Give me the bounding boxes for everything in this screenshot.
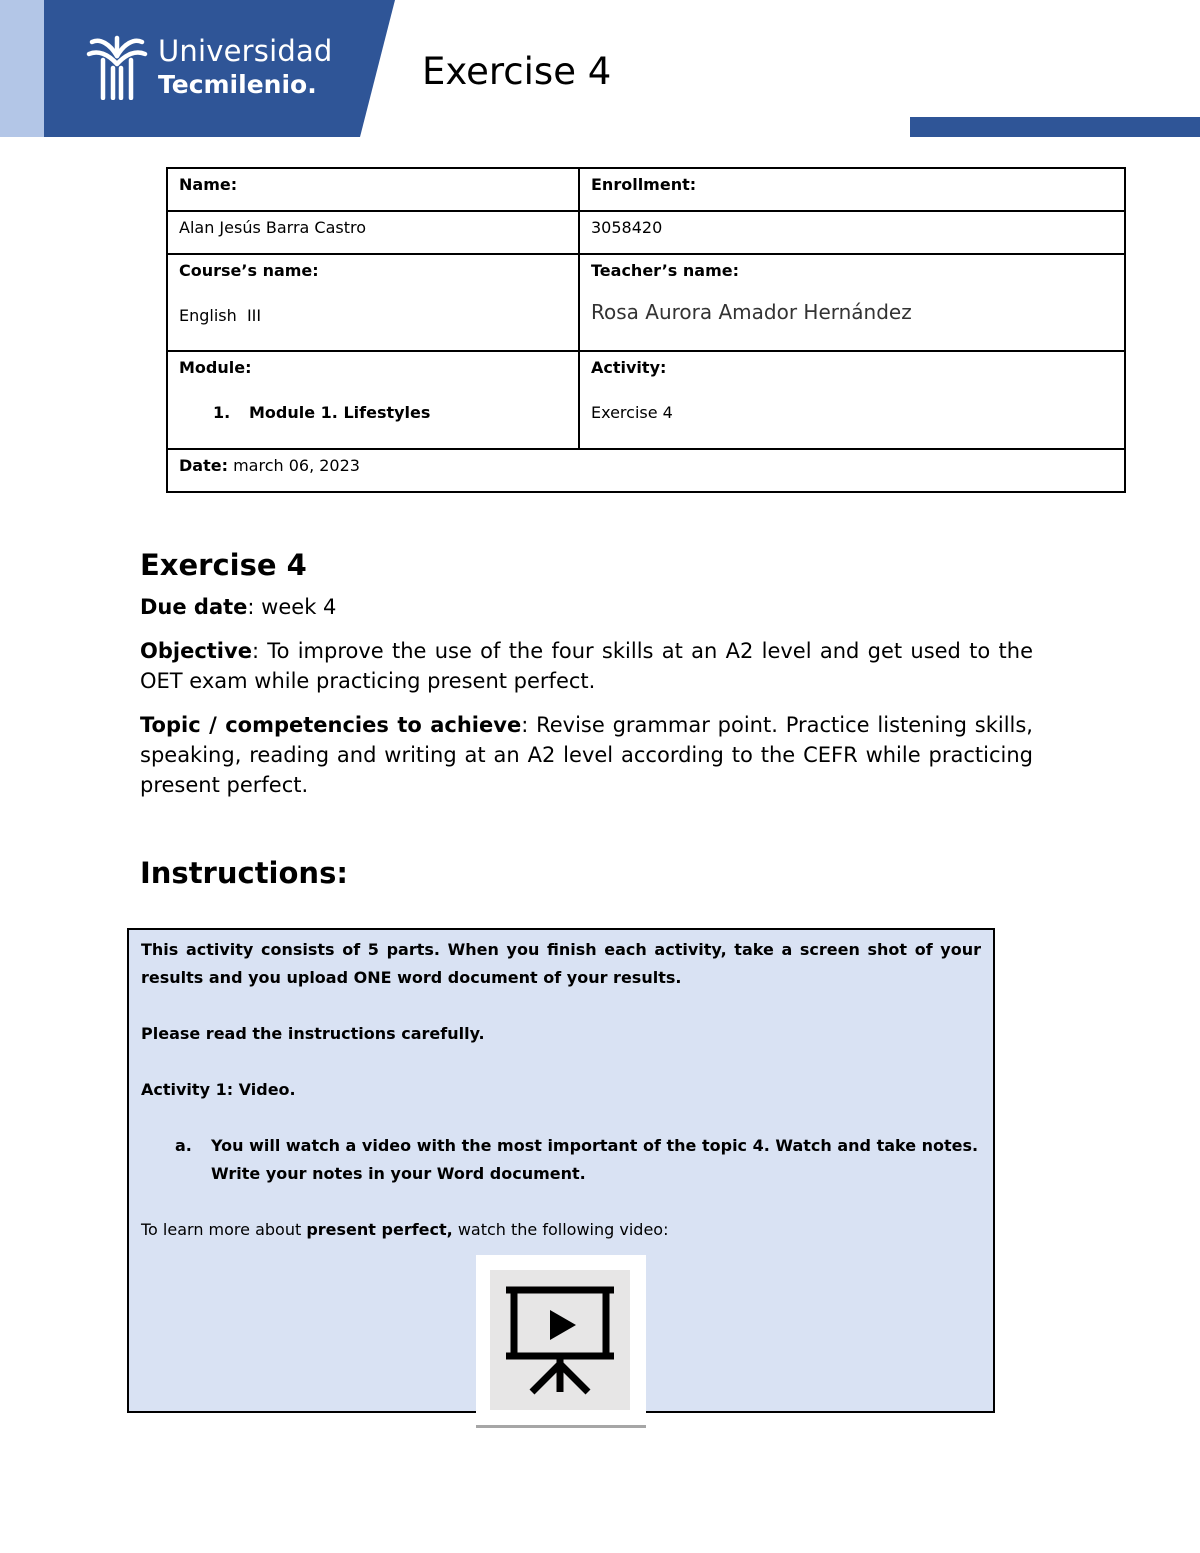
module-list-item [179,403,567,422]
due-date-label: Due date [140,595,248,619]
activity-1-title: Activity 1: Video. [141,1080,296,1099]
activity-label: Activity: [591,358,667,377]
exercise-heading: Exercise 4 [140,548,307,582]
name-value-cell [167,211,579,254]
header-accent-bar [910,117,1200,137]
teacher-label: Teacher’s name: [591,261,740,280]
instructions-intro: This activity consists of 5 parts. When you finish each activity, take a screen shot of your results and you upload ONE word document of your results. [141,940,981,987]
name-label: Name: [179,175,238,194]
instructions-text [141,936,981,1272]
university-logo [86,30,336,102]
objective-paragraph [140,636,1033,696]
enrollment-value: 3058420 [591,218,663,237]
activity-cell [579,351,1125,449]
name-value: Alan Jesús Barra Castro [179,218,367,237]
video-underline [476,1425,646,1428]
video-presentation-icon[interactable] [490,1270,630,1410]
topic-text: : Revise grammar point. Practice listening skills, speaking, reading and writing at an A2 level according to the CEFR while practicing present perfect. [140,713,1033,797]
instructions-heading: Instructions: [140,856,348,890]
enrollment-label-cell [579,168,1125,211]
date-cell [167,449,1125,492]
header-title: Exercise 4 [422,50,612,93]
item-text: You will watch a video with the most important of the topic 4. Watch and take notes. Write your notes in your Word document. [211,1136,979,1183]
due-date-value: : week 4 [247,595,337,619]
video-topic: present perfect, [306,1220,453,1239]
enrollment-value-cell [579,211,1125,254]
objective-label: Objective [140,639,252,663]
date-label: Date: [179,456,228,475]
module-label: Module: [179,358,252,377]
activity-1-item-a [175,1132,981,1188]
logo-text-universidad: Universidad [158,34,333,68]
module-number: 1. [213,403,231,422]
enrollment-label: Enrollment: [591,175,697,194]
video-suffix: watch the following video: [452,1220,669,1239]
course-value: English III [179,306,262,325]
teacher-cell [579,254,1125,351]
video-intro-line [141,1216,981,1244]
item-marker: a. [175,1136,192,1155]
student-info-table [166,167,1126,493]
name-label-cell [167,168,579,211]
topic-paragraph [140,710,1033,800]
date-value: march 06, 2023 [233,456,360,475]
video-icon-background[interactable] [490,1270,630,1410]
video-prefix: To learn more about [141,1220,307,1239]
course-label: Course’s name: [179,261,319,280]
activity-value: Exercise 4 [591,403,673,422]
teacher-value: Rosa Aurora Amador Hernández [591,300,912,324]
logo-text-tecmilenio: Tecmilenio. [158,70,317,99]
objective-text: : To improve the use of the four skills at an A2 level and get used to the OET exam while practicing present perfect. [140,639,1033,693]
course-cell [167,254,579,351]
university-logo-icon [86,34,148,100]
module-cell [167,351,579,449]
module-value: Module 1. Lifestyles [249,403,431,422]
instructions-read-carefully: Please read the instructions carefully. [141,1024,485,1043]
exercise-content [140,548,1033,890]
due-date-paragraph [140,592,1033,622]
topic-label: Topic / competencies to achieve [140,713,522,737]
